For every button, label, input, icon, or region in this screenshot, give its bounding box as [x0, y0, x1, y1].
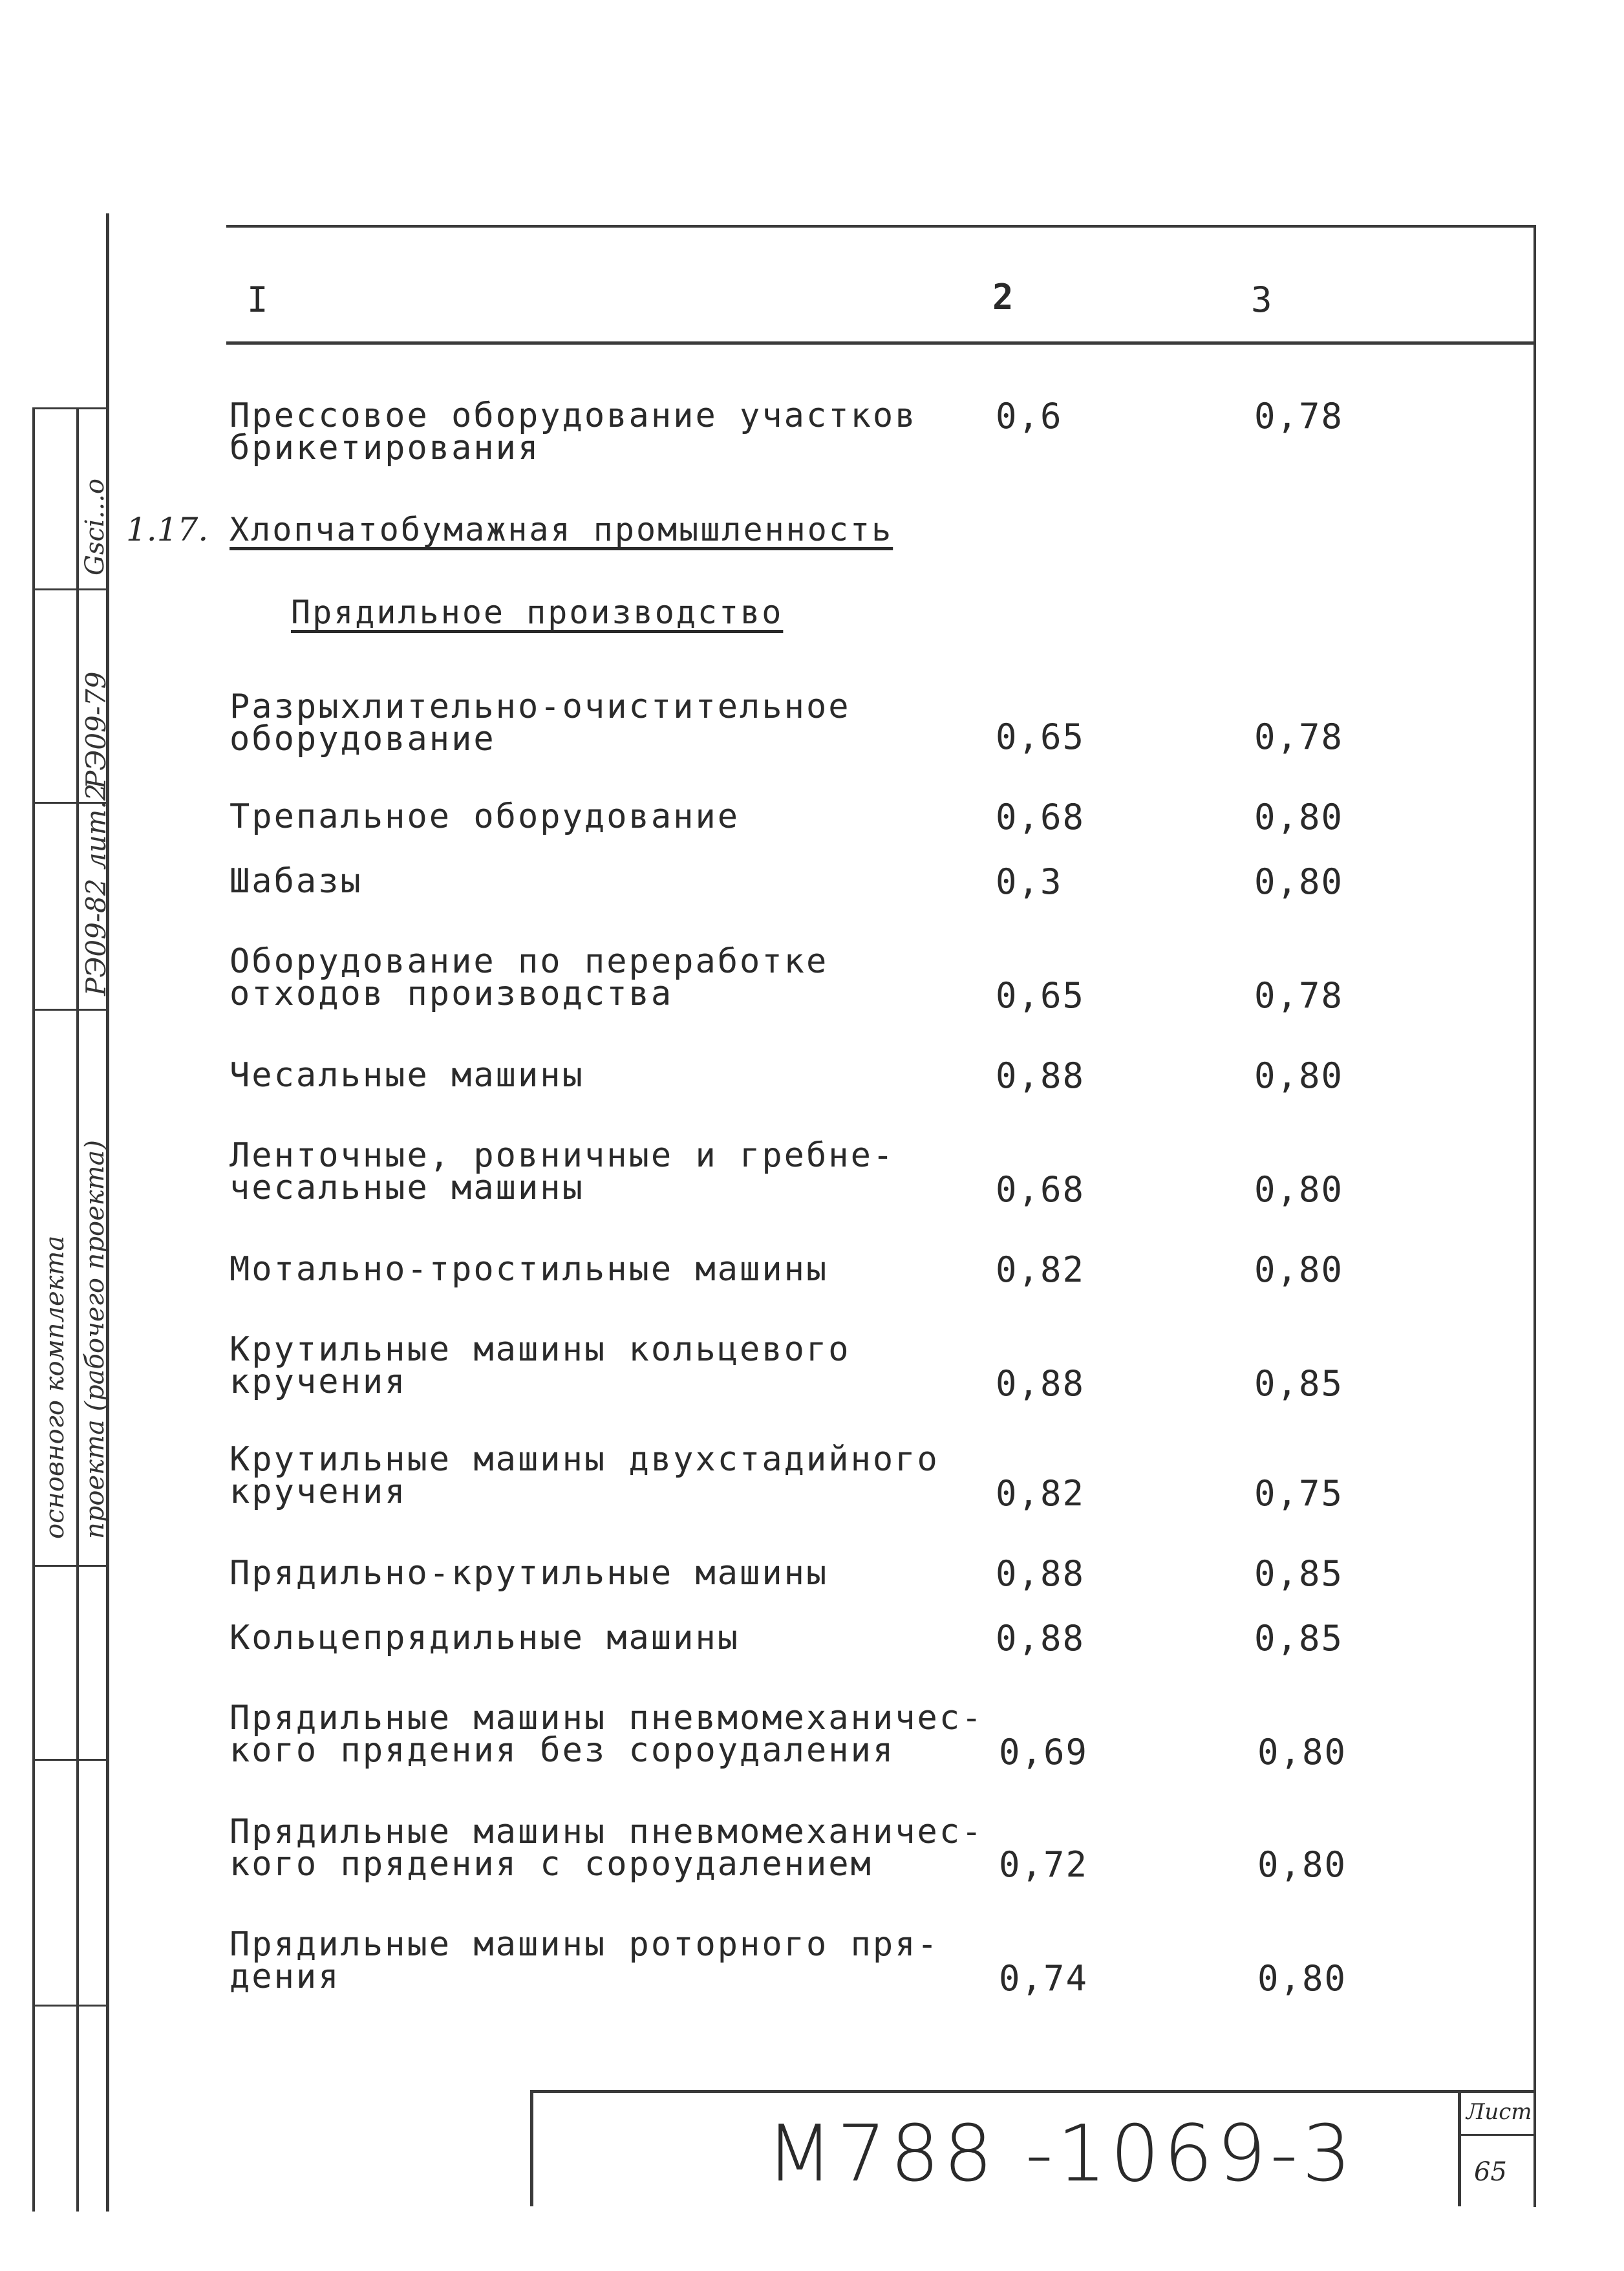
row-value-2: 0,88	[996, 1553, 1085, 1594]
section-title: Хлопчатобумажная промышленность	[230, 511, 893, 548]
stamp-left-border	[530, 2090, 533, 2206]
row-name: Ленточные, ровничные и гребне- чесальные машины	[230, 1136, 895, 1207]
sidebar-cell-line	[32, 1759, 109, 1761]
sheet-label: Лист	[1466, 2099, 1532, 2125]
row-name: Прессовое оборудование участков брикетирования	[230, 396, 917, 468]
row-value-2: 0,88	[996, 1055, 1085, 1096]
header-col-1: I	[247, 279, 268, 320]
row-value-3: 0,85	[1254, 1363, 1344, 1404]
row-name: Шабазы	[230, 862, 363, 901]
row-name: Оборудование по переработке отходов производства	[230, 942, 829, 1013]
sidebar-code-2: РЭ09-79	[80, 671, 112, 789]
row-value-3: 0,80	[1254, 797, 1344, 837]
row-value-2: 0,74	[999, 1958, 1089, 1999]
sidebar-left-border	[32, 407, 35, 2212]
row-name: Трепальное оборудование	[230, 797, 740, 836]
row-name: Прядильные машины пневмомеханичес- кого прядения без сороудаления	[230, 1699, 984, 1770]
row-name: Прядильные машины пневмомеханичес- кого прядения с сороудалением	[230, 1813, 984, 1884]
row-value-2: 0,65	[996, 716, 1085, 757]
header-col-2: 2	[992, 277, 1014, 318]
stamp-sheet-line	[1458, 2134, 1535, 2136]
row-value-3: 0,85	[1254, 1553, 1344, 1594]
row-value-3: 0,80	[1254, 1249, 1344, 1290]
sidebar-cell-line	[32, 1009, 109, 1011]
page-number: 65	[1474, 2157, 1507, 2187]
sidebar-cell-line	[32, 407, 109, 409]
row-value-2: 0,68	[996, 1169, 1085, 1210]
row-value-3: 0,80	[1254, 1169, 1344, 1210]
row-value-3: 0,80	[1254, 861, 1344, 902]
row-value-2: 0,68	[996, 797, 1085, 837]
section-subtitle: Прядильное производство	[291, 594, 784, 631]
sidebar-cell-line	[32, 1565, 109, 1567]
table-header-border	[226, 341, 1535, 345]
sidebar-label-line2: проекта (рабочего проекта)	[80, 1139, 110, 1539]
row-name: Прядильные машины роторного пря- дения	[230, 1925, 939, 1996]
stamp-sheet-divider	[1458, 2090, 1461, 2206]
row-value-2: 0,82	[996, 1249, 1085, 1290]
table-right-border	[1533, 225, 1536, 2207]
section-number: 1.17.	[126, 511, 209, 548]
sidebar-code-1: РЭ09-82 лит.2	[80, 783, 112, 996]
row-value-2: 0,88	[996, 1363, 1085, 1404]
document-code: М788 -1069-3	[766, 2109, 1356, 2199]
stamp-top-border	[530, 2090, 1535, 2093]
sidebar-cell-line	[32, 2005, 109, 2007]
header-col-3: 3	[1251, 279, 1272, 320]
table-top-border	[226, 225, 1535, 228]
row-value-2: 0,65	[996, 975, 1085, 1016]
row-value-3: 0,85	[1254, 1618, 1344, 1659]
row-value-3: 0,80	[1257, 1844, 1347, 1885]
row-value-2: 0,6	[996, 396, 1063, 436]
row-value-3: 0,78	[1254, 716, 1344, 757]
row-name: Крутильные машины двухстадийного кручения	[230, 1440, 939, 1511]
row-value-3: 0,80	[1254, 1055, 1344, 1096]
sidebar-divider	[76, 407, 79, 2212]
sidebar-cell-line	[32, 588, 109, 590]
row-value-2: 0,3	[996, 861, 1063, 902]
row-name: Прядильно-крутильные машины	[230, 1554, 829, 1593]
row-name: Кольцепрядильные машины	[230, 1619, 740, 1657]
row-value-2: 0,72	[999, 1844, 1089, 1885]
sidebar-label-line1: основного комплекта	[40, 1235, 70, 1539]
row-name: Разрыхлительно-очистительное оборудование	[230, 687, 851, 759]
row-name: Мотально-тростильные машины	[230, 1250, 829, 1289]
row-value-3: 0,80	[1257, 1958, 1347, 1999]
row-value-3: 0,78	[1254, 975, 1344, 1016]
row-value-2: 0,88	[996, 1618, 1085, 1659]
row-value-2: 0,82	[996, 1473, 1085, 1514]
row-value-3: 0,80	[1257, 1732, 1347, 1772]
row-name: Крутильные машины кольцевого кручения	[230, 1330, 851, 1401]
row-value-2: 0,69	[999, 1732, 1089, 1772]
row-name: Чесальные машины	[230, 1056, 584, 1095]
row-value-3: 0,78	[1254, 396, 1344, 436]
sidebar-signature: Gsci...o	[80, 479, 110, 576]
row-value-3: 0,75	[1254, 1473, 1344, 1514]
